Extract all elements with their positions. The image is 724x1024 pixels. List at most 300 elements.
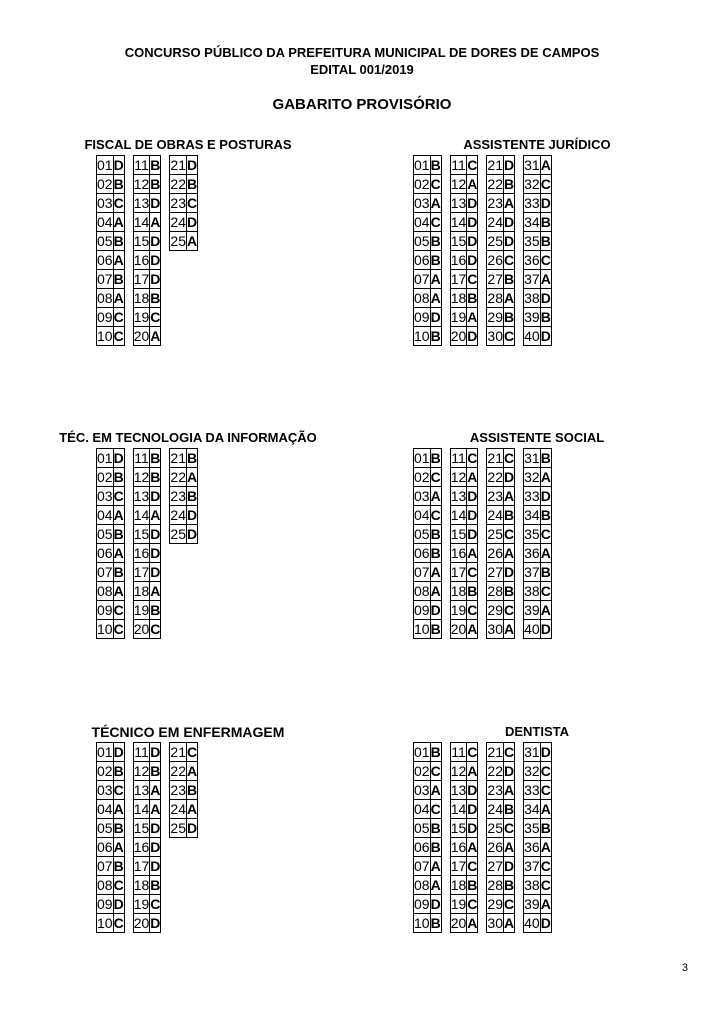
answer-row (487, 620, 515, 639)
question-number: 03 (414, 195, 430, 211)
answer-row (487, 743, 515, 762)
answer-row (487, 506, 515, 525)
answer-letter: C (467, 271, 478, 287)
answer-row (524, 270, 552, 289)
answer-letter: B (540, 214, 551, 230)
answer-column (450, 742, 479, 933)
answer-row (524, 582, 552, 601)
answer-letter: D (150, 820, 161, 836)
question-number: 14 (133, 214, 150, 230)
answer-letter: D (150, 915, 161, 931)
answer-letter: B (150, 602, 161, 618)
question-number: 36 (524, 545, 540, 561)
answer-letter: C (503, 328, 515, 344)
answer-row (133, 544, 161, 563)
section-title: TÉCNICO EM ENFERMAGEM (91, 724, 285, 740)
question-number: 26 (487, 545, 503, 561)
question-number: 11 (134, 744, 149, 760)
answer-row (97, 525, 125, 544)
question-number: 05 (414, 526, 430, 542)
question-number: 01 (97, 744, 113, 760)
question-number: 25 (170, 526, 186, 542)
answer-row (414, 620, 442, 639)
answer-letter: B (150, 877, 161, 893)
answer-letter: C (150, 621, 161, 637)
answer-row (487, 857, 515, 876)
answer-row (487, 232, 515, 251)
answer-letter: A (150, 782, 161, 798)
answer-letter: C (540, 782, 551, 798)
question-number: 32 (524, 176, 540, 192)
question-number: 09 (97, 309, 113, 325)
question-number: 20 (133, 621, 150, 637)
header-line-2: EDITAL 001/2019 (310, 62, 414, 77)
answer-row (487, 914, 515, 933)
question-number: 34 (524, 507, 540, 523)
answer-letter: B (113, 176, 124, 192)
question-number: 03 (414, 782, 430, 798)
answer-letter: C (113, 328, 124, 344)
answer-row (133, 914, 161, 933)
answer-column (413, 448, 442, 639)
answer-row (450, 525, 478, 544)
answer-row (450, 800, 478, 819)
answer-row (97, 743, 125, 762)
answer-letter: C (467, 157, 478, 173)
answer-letter: A (503, 782, 515, 798)
answer-letter: A (503, 915, 515, 931)
answer-row (97, 762, 125, 781)
answer-columns (96, 155, 206, 346)
question-number: 15 (450, 526, 467, 542)
answer-letter: A (540, 271, 551, 287)
answer-letter: D (540, 290, 551, 306)
question-number: 01 (414, 450, 430, 466)
answer-letter: A (540, 469, 551, 485)
answer-row (450, 308, 478, 327)
answer-row (487, 895, 515, 914)
answer-row (450, 895, 478, 914)
answer-row (524, 601, 552, 620)
question-number: 10 (97, 328, 113, 344)
answer-letter: B (503, 271, 515, 287)
answer-column (413, 742, 442, 933)
answer-row (97, 876, 125, 895)
question-number: 18 (450, 877, 467, 893)
question-number: 21 (170, 744, 186, 760)
answer-letter: A (113, 583, 124, 599)
answer-letter: C (430, 507, 441, 523)
answer-column (486, 448, 515, 639)
answer-letter: A (540, 602, 551, 618)
answer-letter: D (467, 507, 478, 523)
question-number: 26 (487, 839, 503, 855)
answer-letter: B (503, 801, 515, 817)
answer-row (133, 308, 161, 327)
question-number: 07 (414, 858, 430, 874)
answer-letter: D (150, 526, 161, 542)
question-number: 06 (97, 839, 113, 855)
answer-row (524, 914, 552, 933)
answer-columns (413, 155, 560, 346)
answer-row (133, 895, 161, 914)
answer-row (524, 156, 552, 175)
answer-letter: D (186, 157, 198, 173)
answer-row (133, 327, 161, 346)
answer-row (450, 175, 478, 194)
answer-letter: D (540, 328, 551, 344)
answer-row (450, 781, 478, 800)
answer-row (487, 601, 515, 620)
answer-letter: C (467, 744, 478, 760)
answer-letter: D (113, 744, 124, 760)
answer-letter: B (430, 621, 441, 637)
answer-letter: D (150, 744, 161, 760)
question-number: 10 (414, 915, 430, 931)
answer-letter: C (503, 896, 515, 912)
question-number: 33 (524, 195, 540, 211)
answer-row (414, 156, 442, 175)
answer-column (486, 155, 515, 346)
answer-row (487, 449, 515, 468)
answer-letter: D (430, 602, 441, 618)
question-number: 31 (524, 157, 540, 173)
question-number: 20 (133, 328, 150, 344)
answer-letter: D (467, 233, 478, 249)
answer-row (414, 270, 442, 289)
answer-row (450, 819, 478, 838)
answer-letter: D (186, 820, 198, 836)
answer-row (133, 506, 161, 525)
answer-row (414, 876, 442, 895)
answer-letter: C (540, 583, 551, 599)
answer-letter: C (113, 621, 124, 637)
question-number: 17 (450, 564, 467, 580)
answer-letter: B (540, 233, 551, 249)
question-number: 15 (133, 820, 150, 836)
question-number: 11 (451, 157, 466, 173)
answer-letter: D (503, 469, 515, 485)
section-title: TÉC. EM TECNOLOGIA DA INFORMAÇÃO (59, 430, 317, 445)
answer-letter: D (113, 450, 124, 466)
answer-letter: A (113, 839, 124, 855)
answer-row (524, 487, 552, 506)
answer-letter: C (540, 176, 551, 192)
question-number: 35 (524, 820, 540, 836)
answer-letter: B (150, 176, 161, 192)
answer-letter: B (540, 450, 551, 466)
question-number: 39 (524, 309, 540, 325)
answer-row (450, 601, 478, 620)
answer-row (133, 487, 161, 506)
answer-row (450, 194, 478, 213)
question-number: 03 (97, 195, 113, 211)
answer-row (487, 563, 515, 582)
question-number: 02 (97, 469, 113, 485)
answer-letter: D (150, 858, 161, 874)
answer-row (450, 289, 478, 308)
answer-row (487, 251, 515, 270)
answer-letter: C (150, 309, 161, 325)
question-number: 21 (487, 744, 503, 760)
answer-letter: A (467, 545, 478, 561)
answer-row (450, 327, 478, 346)
answer-column (96, 448, 125, 639)
question-number: 40 (524, 328, 540, 344)
answer-column (523, 742, 552, 933)
answer-letter: B (150, 290, 161, 306)
answer-letter: D (503, 233, 515, 249)
answer-letter: A (467, 839, 478, 855)
answer-column (96, 742, 125, 933)
question-number: 05 (97, 233, 113, 249)
question-number: 22 (487, 763, 503, 779)
answer-row (133, 781, 161, 800)
question-number: 10 (414, 621, 430, 637)
answer-letter: A (540, 801, 551, 817)
answer-letter: B (430, 915, 441, 931)
answer-column (169, 155, 198, 251)
answer-letter: A (150, 214, 161, 230)
answer-letter: A (430, 271, 441, 287)
answer-letter: B (150, 450, 161, 466)
answer-letter: A (113, 801, 124, 817)
answer-letter: D (150, 233, 161, 249)
answer-row (414, 487, 442, 506)
answer-letter: D (467, 801, 478, 817)
question-number: 18 (450, 583, 467, 599)
answer-row (487, 175, 515, 194)
question-number: 21 (170, 157, 186, 173)
answer-letter: B (430, 450, 441, 466)
answer-letter: C (503, 252, 515, 268)
question-number: 27 (487, 271, 503, 287)
answer-letter: B (113, 820, 124, 836)
question-number: 17 (133, 858, 150, 874)
question-number: 37 (524, 271, 540, 287)
answer-letter: A (467, 469, 478, 485)
question-number: 03 (97, 488, 113, 504)
answer-letter: D (540, 621, 551, 637)
answer-row (450, 251, 478, 270)
answer-row (133, 175, 161, 194)
question-number: 33 (524, 782, 540, 798)
question-number: 09 (97, 896, 113, 912)
answer-row (414, 506, 442, 525)
answer-letter: D (150, 564, 161, 580)
answer-row (97, 289, 125, 308)
answer-row (450, 857, 478, 876)
answer-row (450, 620, 478, 639)
answer-letter: B (186, 176, 198, 192)
answer-row (170, 449, 198, 468)
answer-row (97, 601, 125, 620)
answer-row (133, 620, 161, 639)
answer-letter: B (150, 469, 161, 485)
answer-row (170, 156, 198, 175)
question-number: 06 (414, 839, 430, 855)
question-number: 04 (97, 214, 113, 230)
answer-letter: C (113, 488, 124, 504)
answer-row (170, 232, 198, 251)
question-number: 18 (133, 877, 150, 893)
answer-letter: B (467, 290, 478, 306)
answer-letter: B (430, 839, 441, 855)
question-number: 21 (487, 450, 503, 466)
question-number: 13 (450, 488, 467, 504)
answer-columns (413, 742, 560, 933)
answer-row (524, 781, 552, 800)
answer-letter: A (540, 157, 551, 173)
answer-row (97, 468, 125, 487)
answer-row (524, 544, 552, 563)
answer-row (487, 838, 515, 857)
question-number: 26 (487, 252, 503, 268)
question-number: 13 (450, 195, 467, 211)
question-number: 29 (487, 602, 503, 618)
answer-row (414, 601, 442, 620)
answer-letter: A (150, 507, 161, 523)
question-number: 25 (487, 820, 503, 836)
answer-row (97, 620, 125, 639)
answer-row (487, 289, 515, 308)
question-number: 06 (97, 545, 113, 561)
question-number: 40 (524, 915, 540, 931)
answer-column (450, 448, 479, 639)
question-number: 30 (487, 915, 503, 931)
answer-letter: C (540, 763, 551, 779)
answer-letter: C (113, 877, 124, 893)
question-number: 02 (97, 763, 113, 779)
question-number: 06 (97, 252, 113, 268)
answer-row (97, 895, 125, 914)
answer-row (524, 819, 552, 838)
answer-letter: D (540, 488, 551, 504)
answer-letter: C (503, 450, 515, 466)
answer-row (97, 449, 125, 468)
answer-row (450, 270, 478, 289)
question-number: 35 (524, 526, 540, 542)
question-number: 23 (170, 488, 186, 504)
answer-row (487, 582, 515, 601)
answer-letter: C (503, 602, 515, 618)
answer-columns (413, 448, 560, 639)
question-number: 06 (414, 545, 430, 561)
answer-letter: C (430, 469, 441, 485)
section-title: ASSISTENTE JURÍDICO (463, 137, 611, 152)
question-number: 24 (170, 801, 186, 817)
answer-row (414, 800, 442, 819)
answer-row (133, 563, 161, 582)
question-number: 17 (133, 564, 150, 580)
answer-letter: B (113, 526, 124, 542)
answer-row (450, 876, 478, 895)
answer-row (524, 213, 552, 232)
page-number: 3 (681, 962, 688, 974)
answer-row (133, 289, 161, 308)
question-number: 12 (133, 176, 150, 192)
answer-row (524, 449, 552, 468)
question-number: 11 (134, 157, 149, 173)
answer-column (450, 155, 479, 346)
question-number: 28 (487, 583, 503, 599)
answer-row (414, 838, 442, 857)
question-number: 07 (97, 271, 113, 287)
answer-row (133, 449, 161, 468)
question-number: 02 (414, 763, 430, 779)
answer-row (133, 762, 161, 781)
question-number: 16 (133, 252, 150, 268)
question-number: 17 (450, 858, 467, 874)
answer-row (524, 838, 552, 857)
answer-letter: C (503, 526, 515, 542)
answer-letter: B (113, 763, 124, 779)
answer-row (97, 857, 125, 876)
answer-column (523, 448, 552, 639)
answer-row (487, 487, 515, 506)
answer-letter: A (503, 621, 515, 637)
answer-letter: A (150, 583, 161, 599)
answer-column (133, 448, 162, 639)
answer-row (487, 308, 515, 327)
question-number: 15 (450, 820, 467, 836)
answer-row (414, 251, 442, 270)
answer-letter: C (430, 214, 441, 230)
answer-letter: A (540, 839, 551, 855)
question-number: 31 (524, 450, 540, 466)
answer-row (97, 213, 125, 232)
question-number: 13 (133, 782, 150, 798)
question-number: 33 (524, 488, 540, 504)
question-number: 34 (524, 801, 540, 817)
question-number: 01 (97, 157, 113, 173)
question-number: 23 (170, 195, 186, 211)
answer-letter: C (503, 744, 515, 760)
answer-letter: A (467, 621, 478, 637)
question-number: 39 (524, 602, 540, 618)
question-number: 24 (170, 214, 186, 230)
answer-letter: A (467, 309, 478, 325)
answer-row (450, 449, 478, 468)
question-number: 22 (170, 176, 186, 192)
answer-letter: B (540, 309, 551, 325)
answer-letter: B (113, 233, 124, 249)
answer-row (450, 743, 478, 762)
question-number: 09 (414, 309, 430, 325)
answer-row (450, 156, 478, 175)
answer-letter: A (540, 896, 551, 912)
question-number: 14 (450, 214, 467, 230)
answer-letter: D (503, 564, 515, 580)
answer-letter: D (186, 214, 198, 230)
question-number: 13 (133, 195, 150, 211)
answer-row (97, 327, 125, 346)
answer-row (133, 876, 161, 895)
answer-letter: A (430, 583, 441, 599)
answer-row (97, 838, 125, 857)
answer-letter: C (467, 896, 478, 912)
answer-letter: C (186, 195, 198, 211)
answer-row (450, 582, 478, 601)
question-number: 22 (170, 469, 186, 485)
answer-row (450, 563, 478, 582)
question-number: 12 (133, 763, 150, 779)
answer-letter: B (540, 507, 551, 523)
answer-letter: D (467, 195, 478, 211)
answer-letter: B (430, 233, 441, 249)
answer-letter: C (467, 450, 478, 466)
question-number: 03 (414, 488, 430, 504)
